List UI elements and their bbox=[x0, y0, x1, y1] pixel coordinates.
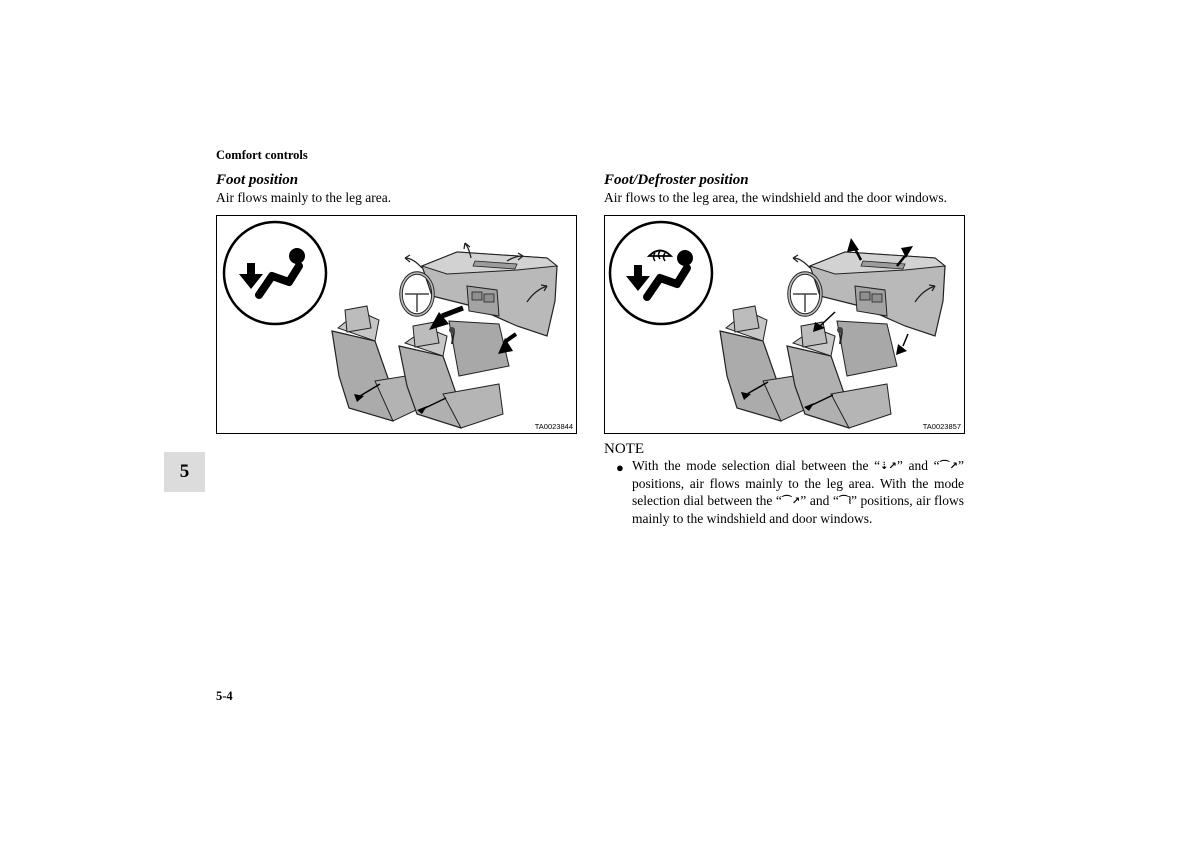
foot-defroster-position-description: Air flows to the leg area, the windshield and the door windows. bbox=[604, 190, 948, 205]
section-header: Comfort controls bbox=[216, 148, 308, 162]
figure-code: TA0023844 bbox=[534, 422, 573, 431]
foot-defroster-airflow-illustration bbox=[605, 216, 964, 433]
chapter-number: 5 bbox=[179, 461, 190, 482]
page-number: 5-4 bbox=[216, 689, 233, 703]
foot-defroster-mode-icon: ⌒↗ bbox=[939, 461, 959, 472]
note-text-part: With the mode selection dial between the “ bbox=[632, 458, 881, 473]
foot-airflow-illustration bbox=[217, 216, 576, 433]
defroster-mode-icon: ⌒⦚ bbox=[838, 496, 851, 507]
foot-position-figure bbox=[216, 215, 577, 434]
note-text-part: ” and “ bbox=[800, 493, 839, 508]
note-text-part: ” positions, air flows mainly to the leg area. With the mode selection dial between the “ bbox=[632, 458, 965, 508]
note-bullet: ● bbox=[616, 460, 624, 475]
foot-defroster-position-heading: Foot/Defroster position bbox=[604, 172, 749, 188]
foot-defroster-mode-icon bbox=[610, 222, 712, 324]
note-text bbox=[632, 457, 964, 527]
foot-position-description: Air flows mainly to the leg area. bbox=[216, 190, 392, 205]
note-text-part: ” and “ bbox=[896, 458, 940, 473]
note-label: NOTE bbox=[604, 441, 644, 457]
foot-defroster-mode-icon: ⌒↗ bbox=[781, 496, 801, 507]
chapter-tab bbox=[164, 452, 205, 492]
foot-defroster-position-figure bbox=[604, 215, 965, 434]
foot-position-heading: Foot position bbox=[216, 172, 299, 188]
note-text-part: ” positions, air flows mainly to the windshield and door windows. bbox=[632, 493, 965, 526]
figure-code: TA0023857 bbox=[922, 422, 961, 431]
foot-mode-icon: ⇣↗ bbox=[880, 461, 897, 472]
